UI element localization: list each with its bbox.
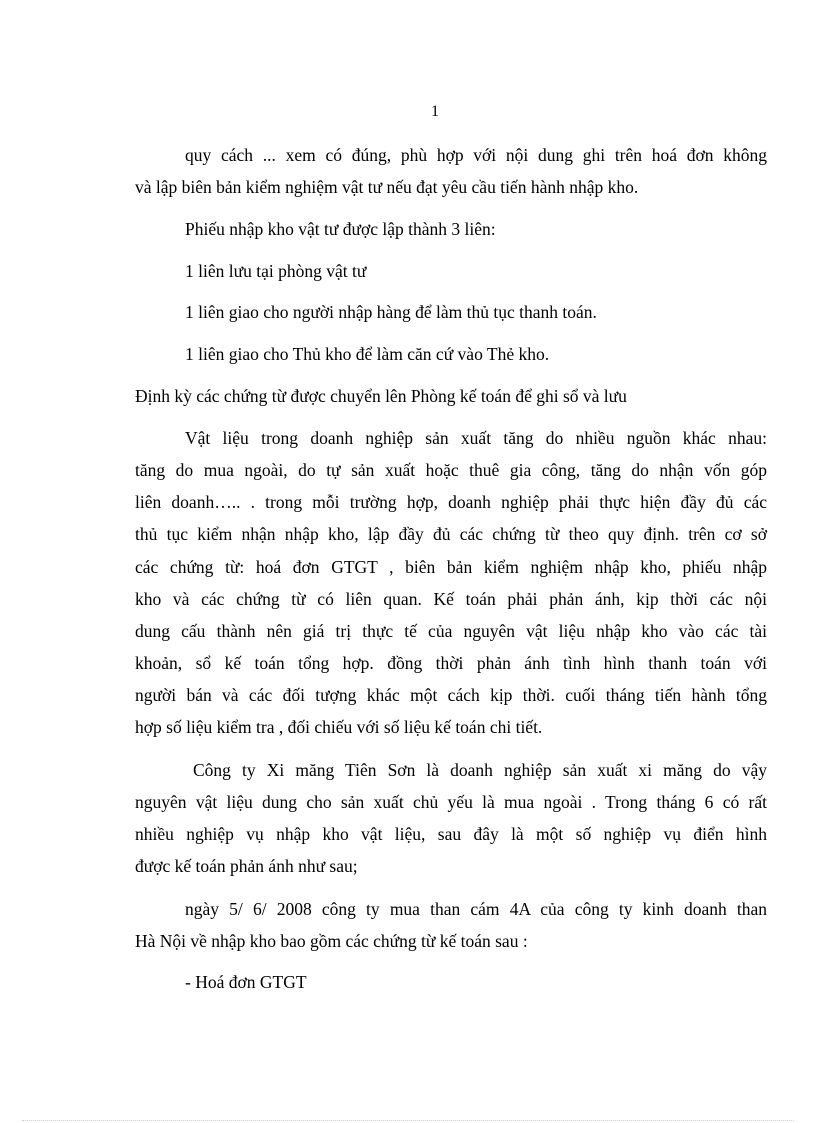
text-line: liên doanh….. . trong mỗi trường hợp, doanh nghiệp phải thực hiện đầy đủ các <box>135 492 767 512</box>
text-line: kho và các chứng từ có liên quan. Kế toán phải phản ánh, kịp thời các nội <box>135 589 767 609</box>
text-line: hợp số liệu kiểm tra , đối chiếu với số liệu kế toán chi tiết. <box>135 717 543 737</box>
text-line: các chứng từ: hoá đơn GTGT , biên bản kiểm nghiệm nhập kho, phiếu nhập <box>135 557 767 577</box>
text-line: quy cách ... xem có đúng, phù hợp với nội dung ghi trên hoá đơn không <box>185 145 767 165</box>
page-number: 1 <box>431 103 439 120</box>
text-line: khoản, sổ kế toán tổng hợp. đồng thời phản ánh tình hình thanh toán với <box>135 653 767 673</box>
text-line: nhiều nghiệp vụ nhập kho vật liệu, sau đây là một số nghiệp vụ điển hình <box>135 824 767 844</box>
text-line: 1 liên giao cho Thủ kho để làm căn cứ vào Thẻ kho. <box>185 344 550 364</box>
text-line: 1 liên lưu tại phòng vật tư <box>185 261 367 281</box>
text-line: - Hoá đơn GTGT <box>185 972 307 992</box>
text-line: Vật liệu trong doanh nghiệp sản xuất tăng do nhiều nguồn khác nhau: <box>185 428 767 448</box>
text-line: 1 liên giao cho người nhập hàng để làm thủ tục thanh toán. <box>185 302 597 322</box>
text-line: Định kỳ các chứng từ được chuyển lên Phòng kế toán để ghi sổ và lưu <box>135 386 627 406</box>
text-line: Công ty Xi măng Tiên Sơn là doanh nghiệp sản xuất xi măng do vậy <box>193 760 767 780</box>
text-line: Hà Nội về nhập kho bao gồm các chứng từ kế toán sau : <box>135 931 528 951</box>
text-line: tăng do mua ngoài, do tự sản xuất hoặc thuê gia công, tăng do nhận vốn góp <box>135 460 767 480</box>
text-line: và lập biên bản kiểm nghiệm vật tư nếu đạt yêu cầu tiến hành nhập kho. <box>135 177 639 197</box>
page-bottom-divider <box>22 1120 794 1121</box>
text-line: dung cấu thành nên giá trị thực tế của nguyên vật liệu nhập kho vào các tài <box>135 621 767 641</box>
text-line: Phiếu nhập kho vật tư được lập thành 3 liên: <box>185 219 496 239</box>
text-line: thủ tục kiểm nhận nhập kho, lập đầy đủ các chứng từ theo quy định. trên cơ sở <box>135 524 767 544</box>
text-line: ngày 5/ 6/ 2008 công ty mua than cám 4A của công ty kinh doanh than <box>185 899 767 919</box>
text-line: người bán và các đối tượng khác một cách kịp thời. cuối tháng tiến hành tổng <box>135 685 767 705</box>
text-line: nguyên vật liệu dung cho sản xuất chủ yếu là mua ngoài . Trong tháng 6 có rất <box>135 792 767 812</box>
text-line: được kế toán phản ánh như sau; <box>135 856 358 876</box>
